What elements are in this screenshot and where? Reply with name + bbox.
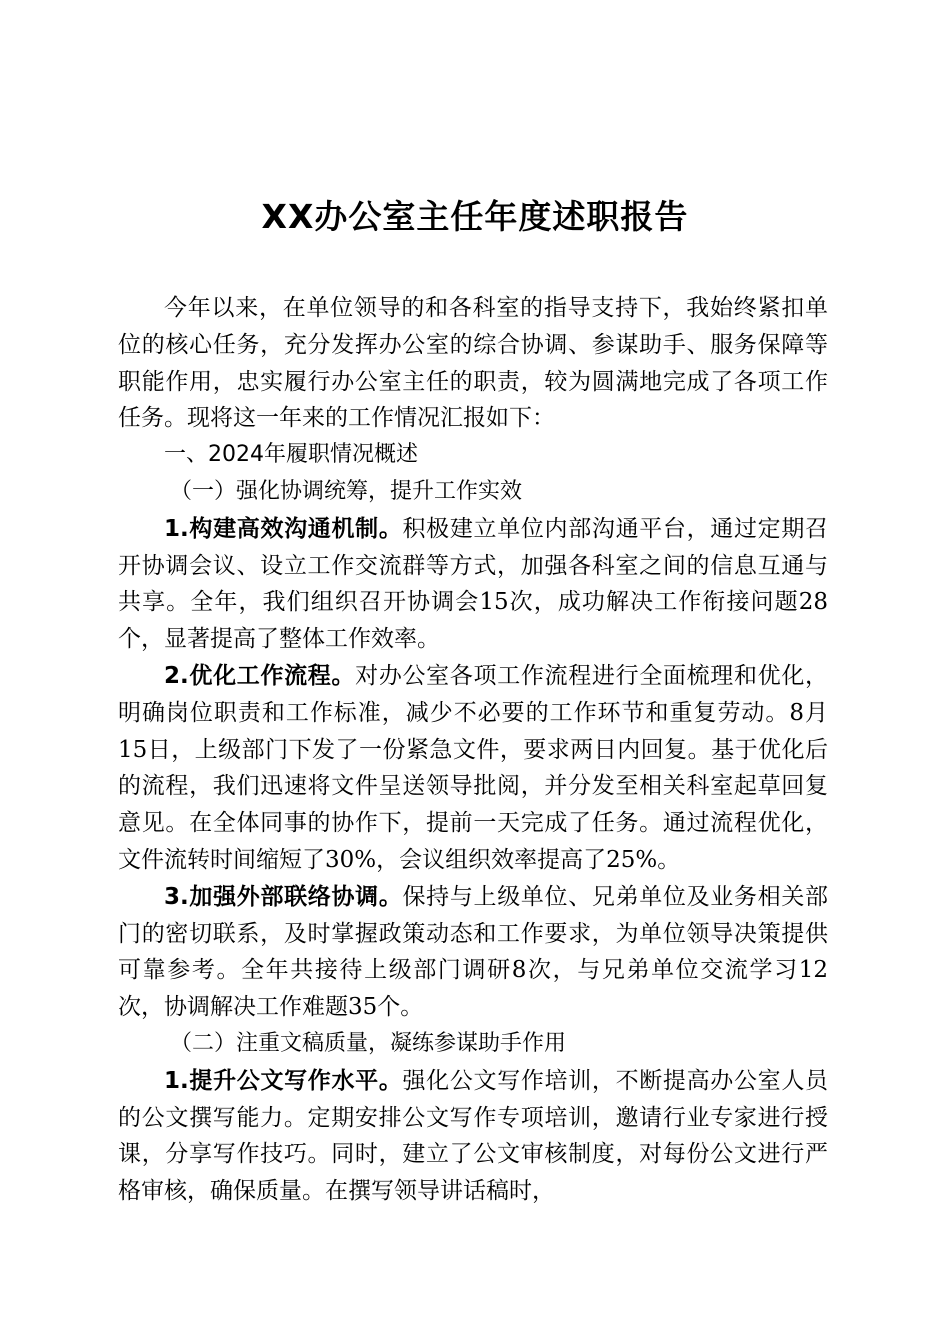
document-title: XX办公室主任年度述职报告	[261, 197, 689, 236]
item-paragraph-1-2	[118, 658, 828, 879]
section-heading-1: 一、2024年履职情况概述	[164, 442, 418, 468]
item-paragraph-2-1	[118, 1063, 828, 1210]
document-body	[118, 290, 828, 1210]
item-paragraph-1-3	[118, 879, 828, 1026]
item-paragraph-1-1	[118, 511, 828, 658]
item-lead-2-1: 1.提升公文写作水平。	[164, 1067, 403, 1094]
item-lead-1-3: 3.加强外部联络协调。	[164, 883, 403, 910]
item-text-1-1: 积极建立单位内部沟通平台，通过定期召开协调会议、设立工作交流群等方式，加强各科室之间的信息互通与共享。全年，我们组织召开协调会15次，成功解决工作衔接问题28个，显著提高了整体工作效率。	[118, 515, 828, 653]
subsection-heading-1: （一）强化协调统筹，提升工作实效	[170, 478, 523, 504]
item-text-1-3: 保持与上级单位、兄弟单位及业务相关部门的密切联系，及时掌握政策动态和工作要求，为单位领导决策提供可靠参考。全年共接待上级部门调研8次，与兄弟单位交流学习12次，协调解决工作难题35个。	[118, 883, 828, 1021]
item-text-2-1: 强化公文写作培训，不断提高办公室人员的公文撰写能力。定期安排公文写作专项培训，邀请行业专家进行授课，分享写作技巧。同时，建立了公文审核制度，对每份公文进行严格审核，确保质量。在撰写领导讲话稿时，	[118, 1067, 828, 1205]
item-text-1-2: 对办公室各项工作流程进行全面梳理和优化，明确岗位职责和工作标准，减少不必要的工作环节和重复劳动。8月15日，上级部门下发了一份紧急文件，要求两日内回复。基于优化后的流程，我们迅速将文件呈送领导批阅，并分发至相关科室起草回复意见。在全体同事的协作下，提前一天完成了任务。通过流程优化，文件流转时间缩短了30%，会议组织效率提高了25%。	[118, 662, 828, 873]
subsection-heading-2: （二）注重文稿质量，凝练参谋助手作用	[170, 1030, 567, 1056]
item-lead-1-1: 1.构建高效沟通机制。	[164, 515, 403, 542]
intro-paragraph: 今年以来，在单位领导的和各科室的指导支持下，我始终紧扣单位的核心任务，充分发挥办公室的综合协调、参谋助手、服务保障等职能作用，忠实履行办公室主任的职责，较为圆满地完成了各项工作任务。现将这一年来的工作情况汇报如下：	[118, 295, 828, 432]
item-lead-1-2: 2.优化工作流程。	[164, 662, 356, 689]
